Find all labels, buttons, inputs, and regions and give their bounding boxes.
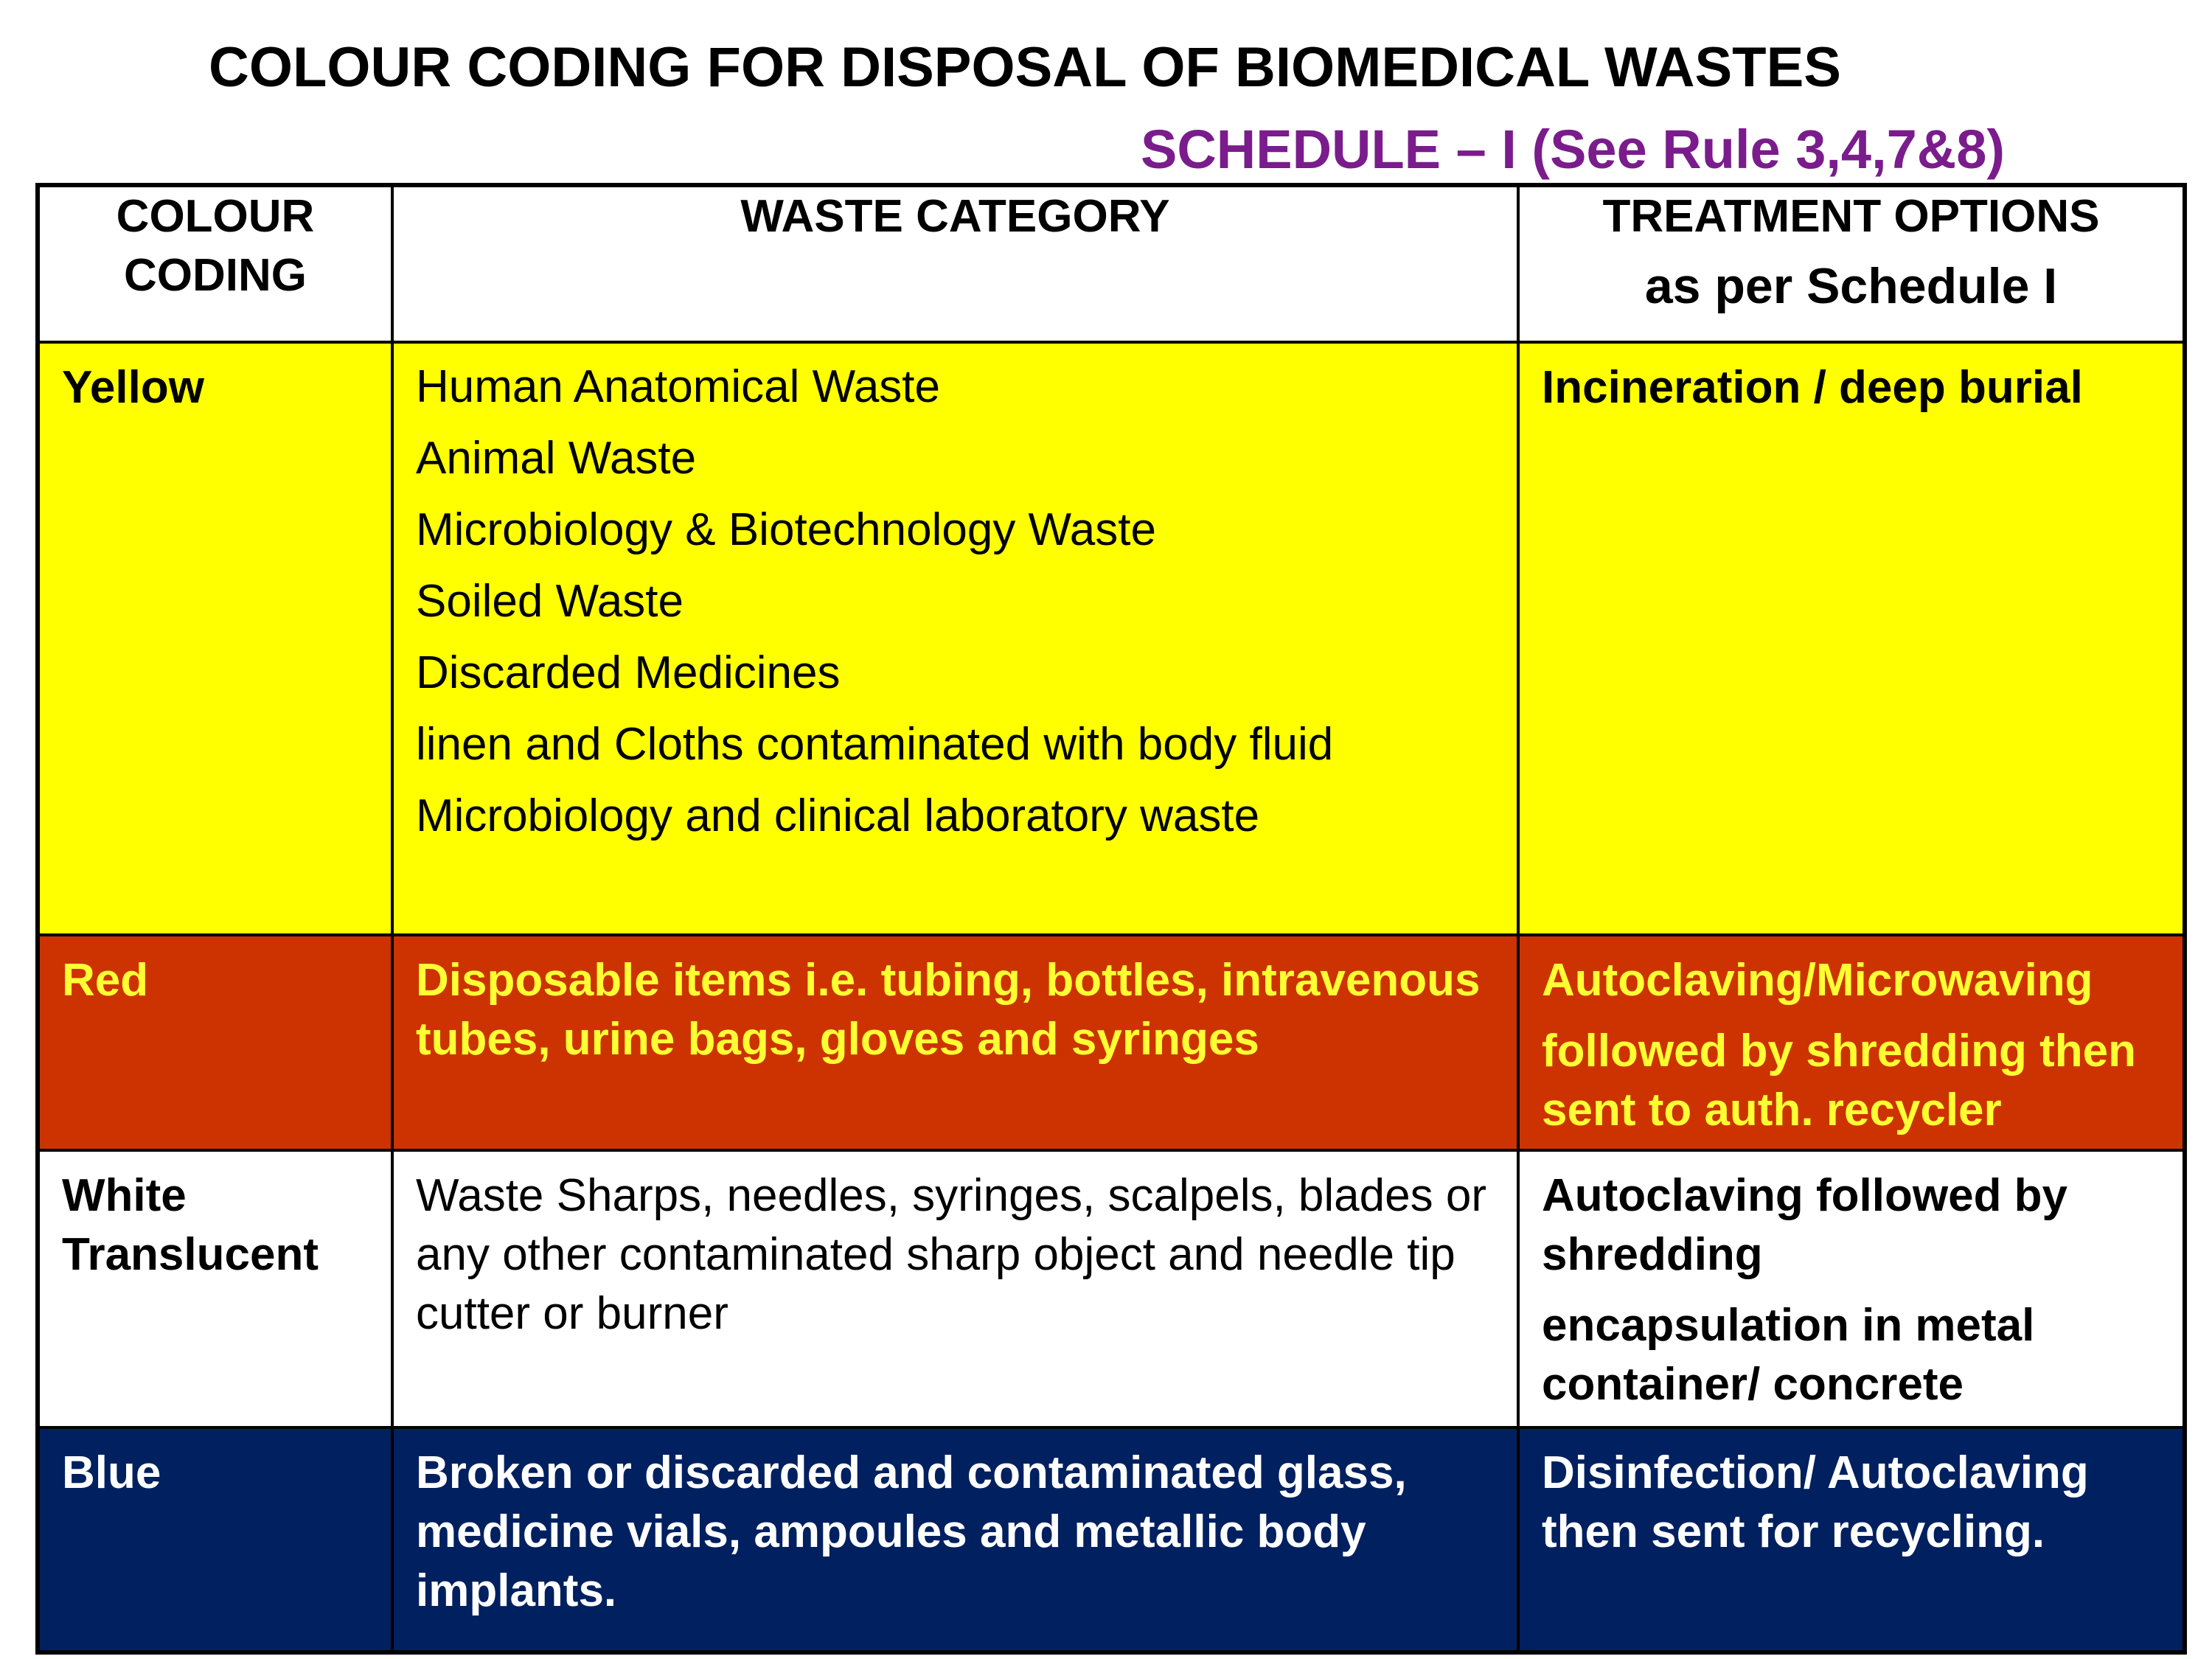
header-colour-coding-label: COLOUR CODING (116, 191, 315, 301)
header-treatment-options (1518, 185, 2185, 342)
table-row-red (38, 935, 2185, 1150)
colour-label: Blue (62, 1447, 161, 1498)
treatment-line: Autoclaving/Microwaving (1542, 955, 2093, 1006)
table-row-blue (38, 1427, 2185, 1652)
treatment-text: Disinfection/ Autoclaving then sent for recycling. (1542, 1447, 2089, 1557)
colour-label: Yellow (62, 362, 204, 413)
colour-label: Red (62, 955, 149, 1006)
treatment-line: followed by shredding then sent to auth. recycler (1542, 1026, 2136, 1135)
page-title: COLOUR CODING FOR DISPOSAL OF BIOMEDICAL WASTES (209, 36, 1841, 99)
header-colour-coding (38, 185, 392, 342)
list-item: Microbiology & Biotechnology Waste (416, 504, 1156, 555)
list-item: Human Anatomical Waste (416, 361, 941, 412)
treatment-text: Incineration / deep burial (1542, 362, 2083, 413)
treatment-cell (1518, 1427, 2185, 1652)
schedule-subtitle: SCHEDULE – I (See Rule 3,4,7&8) (1141, 119, 2006, 180)
treatment-text (1520, 1152, 2183, 1414)
table-header-row (38, 185, 2185, 342)
treatment-line: encapsulation in metal container/ concrete (1542, 1300, 2035, 1410)
colour-cell (38, 1427, 392, 1652)
waste-category-list (394, 344, 1517, 852)
colour-cell (38, 935, 392, 1150)
waste-category-cell (392, 1427, 1518, 1652)
treatment-line: Autoclaving followed by shredding (1542, 1170, 2068, 1280)
table-row-yellow (38, 342, 2185, 935)
waste-category-cell (392, 935, 1518, 1150)
waste-category-text: Waste Sharps, needles, syringes, scalpels, blades or any other contaminated sharp object and needle tip cutter or burner (416, 1170, 1486, 1339)
waste-category-cell (392, 342, 1518, 935)
table-row-white (38, 1150, 2185, 1427)
colour-cell (38, 342, 392, 935)
header-treatment-line1: TREATMENT OPTIONS (1602, 191, 2100, 242)
treatment-cell (1518, 935, 2185, 1150)
list-item: Microbiology and clinical laboratory waste (416, 790, 1260, 841)
list-item: Discarded Medicines (416, 647, 841, 698)
waste-category-text: Disposable items i.e. tubing, bottles, intravenous tubes, urine bags, gloves and syringes (416, 955, 1481, 1065)
list-item: Animal Waste (416, 433, 697, 484)
treatment-text (1520, 936, 2183, 1140)
colour-cell (38, 1150, 392, 1427)
colour-label: White Translucent (62, 1170, 319, 1280)
waste-category-text: Broken or discarded and contaminated glass, medicine vials, ampoules and metallic body implants. (416, 1447, 1407, 1616)
list-item: Soiled Waste (416, 576, 684, 627)
waste-category-cell (392, 1150, 1518, 1427)
treatment-cell (1518, 342, 2185, 935)
treatment-cell (1518, 1150, 2185, 1427)
header-waste-category: WASTE CATEGORY (392, 185, 1518, 342)
colour-coding-table (35, 183, 2187, 1655)
list-item: linen and Cloths contaminated with body fluid (416, 719, 1334, 770)
header-treatment-line2: as per Schedule I (1644, 258, 2058, 314)
